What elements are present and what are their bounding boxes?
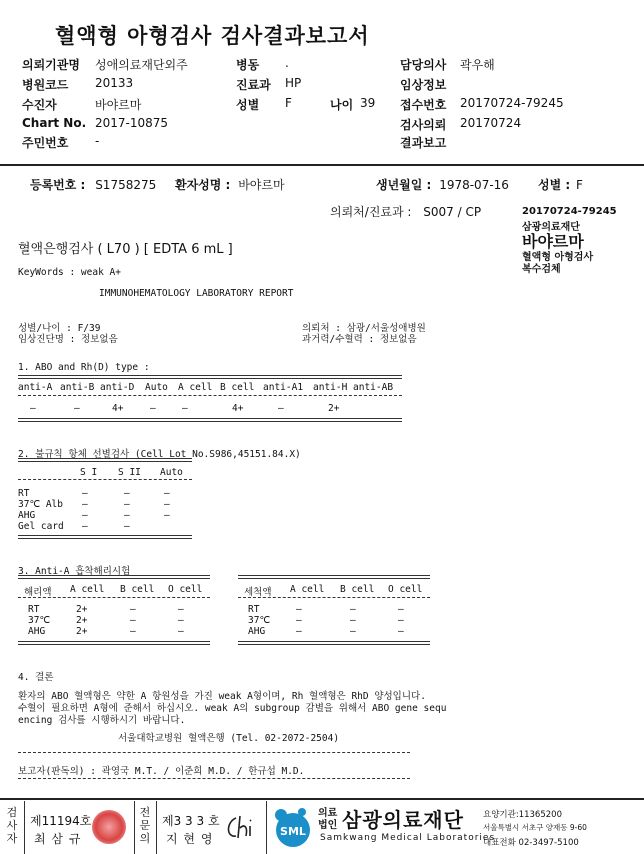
antibody-row-value: – — [82, 510, 88, 521]
left-value-2: 바야르마 — [95, 98, 142, 112]
left-label-1: 병원코드 — [22, 78, 69, 92]
s3a-row-label: RT — [28, 604, 40, 615]
footer-divider — [0, 798, 644, 800]
page-title: 혈액형 아형검사 검사결과보고서 — [55, 24, 370, 48]
left-label-2: 수진자 — [22, 98, 57, 112]
antibody-row-value: – — [164, 499, 170, 510]
antibody-header-cell: Auto — [160, 467, 183, 478]
right-value-2: 20170724-79245 — [460, 96, 564, 110]
abo-value-cell: – — [182, 403, 188, 414]
mid-value-1: HP — [285, 76, 302, 90]
dept-field — [330, 203, 481, 220]
specialist-label: 전문의 — [139, 806, 151, 845]
reporter-rule-bottom — [18, 778, 410, 779]
antibody-row-value: – — [124, 488, 130, 499]
antibody-row-label: AHG — [18, 510, 36, 521]
section3a-rule-mid — [18, 597, 210, 598]
abo-value-cell: 4+ — [112, 403, 124, 414]
antibody-row-label: RT — [18, 488, 30, 499]
sex-label: 성별 : — [538, 178, 571, 192]
s3b-row-value: – — [350, 604, 356, 615]
abo-value-cell: 2+ — [328, 403, 340, 414]
left-label-0: 의뢰기관명 — [22, 58, 80, 72]
antibody-row-value: – — [124, 499, 130, 510]
reg-label: 등록번호 : — [30, 178, 86, 192]
abo-header-cell: anti-A — [18, 382, 53, 393]
reporter-line: 보고자(판독의) : 곽영국 M.T. / 이준희 M.D. / 한규섭 M.D. — [18, 766, 305, 777]
abo-header-cell: Auto — [145, 382, 168, 393]
s3b-row-value: – — [398, 604, 404, 615]
right-value-0: 곽우해 — [460, 58, 495, 72]
s3a-header-cell: A cell — [70, 584, 105, 595]
right-label-2: 접수번호 — [400, 98, 447, 112]
left-value-1: 20133 — [95, 76, 134, 90]
antibody-row-value: – — [82, 521, 88, 532]
right-label-4: 결과보고 — [400, 136, 447, 150]
conclusion-line: encing 검사를 시행하시기 바랍니다. — [18, 715, 186, 726]
s3b-header-cell: B cell — [340, 584, 375, 595]
s3b-header-cell: A cell — [290, 584, 325, 595]
org-prefix — [318, 808, 337, 832]
org-prefix-1: 의료 — [318, 808, 338, 819]
dob-label: 생년월일 : — [376, 178, 432, 192]
abo-header-cell: A cell — [178, 382, 213, 393]
reg-field — [30, 176, 156, 193]
section1-title: 1. ABO and Rh(D) type : — [18, 362, 150, 373]
s3a-header-cell: B cell — [120, 584, 155, 595]
s3b-row-value: – — [296, 615, 302, 626]
left-value-0: 성애의료재단외주 — [95, 58, 188, 72]
abo-header-cell: anti-D — [100, 382, 135, 393]
left-label-4: 주민번호 — [22, 136, 69, 150]
history: 과거력/수혈력 : 정보없음 — [302, 334, 417, 345]
conclusion-line: 환자의 ABO 혈액형은 약한 A 항원성을 가진 weak A형이며, Rh 혈액형은 RhD 양성입니다. — [18, 691, 426, 702]
lab-report-title: IMMUNOHEMATOLOGY LABORATORY REPORT — [99, 288, 294, 299]
signature-icon — [222, 812, 262, 842]
right-value-3: 20170724 — [460, 116, 522, 130]
badge-org: 삼광의료재단 — [522, 222, 580, 233]
dept-value: S007 / CP — [423, 205, 482, 219]
mid-value-0: . — [285, 56, 289, 70]
section3b-rule-bottom — [238, 641, 430, 645]
s3a-row-value: – — [130, 626, 136, 637]
right-label-3: 검사의뢰 — [400, 118, 447, 132]
specialist-license: 제3 3 3 호 — [162, 814, 220, 828]
org-name: 삼광의료재단 — [342, 808, 464, 832]
header-divider — [0, 164, 644, 166]
section1-rule-bottom — [18, 418, 402, 422]
s3b-row-value: – — [296, 626, 302, 637]
hospital-line: 서울대학교병원 혈액은행 (Tel. 02-2072-2504) — [118, 733, 340, 744]
section2-title: 2. 불규칙 항체 선별검사 (Cell Lot No.S986,45151.84.X) — [18, 449, 301, 460]
antibody-row-value: – — [124, 510, 130, 521]
specialist-name: 지 현 영 — [166, 832, 214, 846]
mid-label-1: 진료과 — [236, 78, 271, 92]
inspector-label: 검사자 — [6, 806, 18, 845]
mid-value-2: F — [285, 96, 292, 110]
s3b-header-cell: 세척액 — [244, 587, 272, 598]
abo-header-cell: anti-H — [313, 382, 348, 393]
sml-logo-icon — [272, 806, 314, 854]
section3a-rule-bottom — [18, 641, 210, 645]
section4-title: 4. 결론 — [18, 672, 54, 683]
antibody-row-label: Gel card — [18, 521, 64, 532]
section3b-rule-top — [238, 575, 430, 579]
s3a-row-value: – — [130, 604, 136, 615]
sex-age: 성별/나이 : F/39 — [18, 323, 101, 334]
s3b-row-label: 37℃ — [248, 615, 271, 626]
requesting-org: 의뢰처 : 삼광/서울성애병원 — [302, 323, 426, 334]
abo-header-cell: anti-A1 — [263, 382, 304, 393]
inspector-license: 제11194호 — [30, 814, 92, 828]
antibody-row-value: – — [124, 521, 130, 532]
s3a-header-cell: O cell — [168, 584, 203, 595]
s3a-row-value: 2+ — [76, 615, 88, 626]
s3a-header-cell: 해리액 — [24, 587, 52, 598]
abo-value-cell: – — [278, 403, 284, 414]
s3b-row-value: – — [350, 615, 356, 626]
org-address: 서울특별시 서초구 양재동 9-60 — [483, 823, 587, 832]
s3b-row-value: – — [296, 604, 302, 615]
sex-field — [538, 176, 583, 193]
reg-value: S1758275 — [95, 178, 157, 192]
section3-title: 3. Anti-A 흡착해리시험 — [18, 566, 131, 577]
section2-rule-mid — [18, 479, 192, 480]
reporter-rule-top — [18, 752, 410, 753]
dob-value: 1978-07-16 — [439, 178, 509, 192]
section1-rule-mid — [18, 395, 402, 396]
clinical-diagnosis: 임상진단명 : 정보없음 — [18, 334, 118, 345]
left-label-3: Chart No. — [22, 116, 87, 130]
abo-value-cell: – — [150, 403, 156, 414]
org-prefix-2: 법인 — [318, 820, 338, 831]
antibody-row-value: – — [164, 510, 170, 521]
footer-rule-4 — [266, 801, 267, 854]
badge-note: 복수검체 — [522, 264, 561, 275]
s3b-row-value: – — [398, 615, 404, 626]
org-code: 요양기관:11365200 — [483, 810, 562, 820]
left-value-3: 2017-10875 — [95, 116, 169, 130]
dob-field — [376, 176, 509, 193]
abo-header-cell: anti-AB — [353, 382, 394, 393]
test-title: 혈액은행검사 ( L70 ) [ EDTA 6 mL ] — [18, 242, 233, 257]
abo-value-cell: – — [30, 403, 36, 414]
patient-name-field — [175, 176, 285, 193]
abo-value-cell: 4+ — [232, 403, 244, 414]
antibody-row-value: – — [82, 499, 88, 510]
s3a-row-label: 37℃ — [28, 615, 51, 626]
s3a-row-value: – — [178, 604, 184, 615]
section3b-rule-mid — [238, 597, 430, 598]
right-label-0: 담당의사 — [400, 58, 447, 72]
patient-name-value: 바야르마 — [238, 178, 285, 192]
section1-rule-top — [18, 375, 402, 379]
s3b-row-value: – — [398, 626, 404, 637]
org-english: Samkwang Medical Laboratories — [320, 833, 496, 843]
inspector-name: 최 삼 규 — [34, 832, 82, 846]
keywords: KeyWords : weak A+ — [18, 267, 121, 278]
footer-rule-2 — [134, 801, 135, 854]
s3a-row-value: 2+ — [76, 626, 88, 637]
antibody-header-cell: S I — [80, 467, 98, 478]
footer-rule-1 — [24, 801, 25, 854]
s3a-row-value: – — [178, 626, 184, 637]
section2-rule-bottom — [18, 535, 192, 539]
footer-rule-3 — [156, 801, 157, 854]
antibody-row-value: – — [82, 488, 88, 499]
s3b-header-cell: O cell — [388, 584, 423, 595]
patient-name-label: 환자성명 : — [175, 178, 231, 192]
s3b-row-label: RT — [248, 604, 260, 615]
badge-code: 20170724-79245 — [522, 206, 617, 217]
abo-value-cell: – — [74, 403, 80, 414]
antibody-row-value: – — [164, 488, 170, 499]
sex-value: F — [576, 178, 583, 192]
age-value: 39 — [360, 96, 376, 110]
age-label: 나이 — [330, 98, 354, 112]
right-label-1: 임상정보 — [400, 78, 447, 92]
badge-patient-name: 바야르마 — [522, 232, 584, 251]
s3a-row-value: – — [178, 615, 184, 626]
mid-label-2: 성별 — [236, 98, 260, 112]
antibody-row-label: 37℃ Alb — [18, 499, 63, 510]
s3a-row-value: 2+ — [76, 604, 88, 615]
inspector-seal-icon — [92, 810, 126, 844]
org-tel: 대표전화 02-3497-5100 — [483, 838, 579, 848]
abo-header-cell: B cell — [220, 382, 255, 393]
mid-label-0: 병동 — [236, 58, 260, 72]
s3a-row-value: – — [130, 615, 136, 626]
s3a-row-label: AHG — [28, 626, 46, 637]
badge-test: 혈액형 아형검사 — [522, 252, 594, 263]
conclusion-line: 수혈이 필요하면 A형에 준해서 하십시오. weak A의 subgroup 감별을 위해서 ABO gene sequ — [18, 703, 447, 714]
antibody-header-cell: S II — [118, 467, 141, 478]
abo-header-cell: anti-B — [60, 382, 95, 393]
s3b-row-label: AHG — [248, 626, 266, 637]
left-value-4: - — [95, 134, 100, 148]
s3b-row-value: – — [350, 626, 356, 637]
section2-rule-top — [18, 458, 192, 462]
dept-label: 의뢰처/진료과 : — [330, 205, 412, 219]
section3a-rule-top — [18, 575, 210, 579]
logo-text: SML — [280, 825, 306, 838]
